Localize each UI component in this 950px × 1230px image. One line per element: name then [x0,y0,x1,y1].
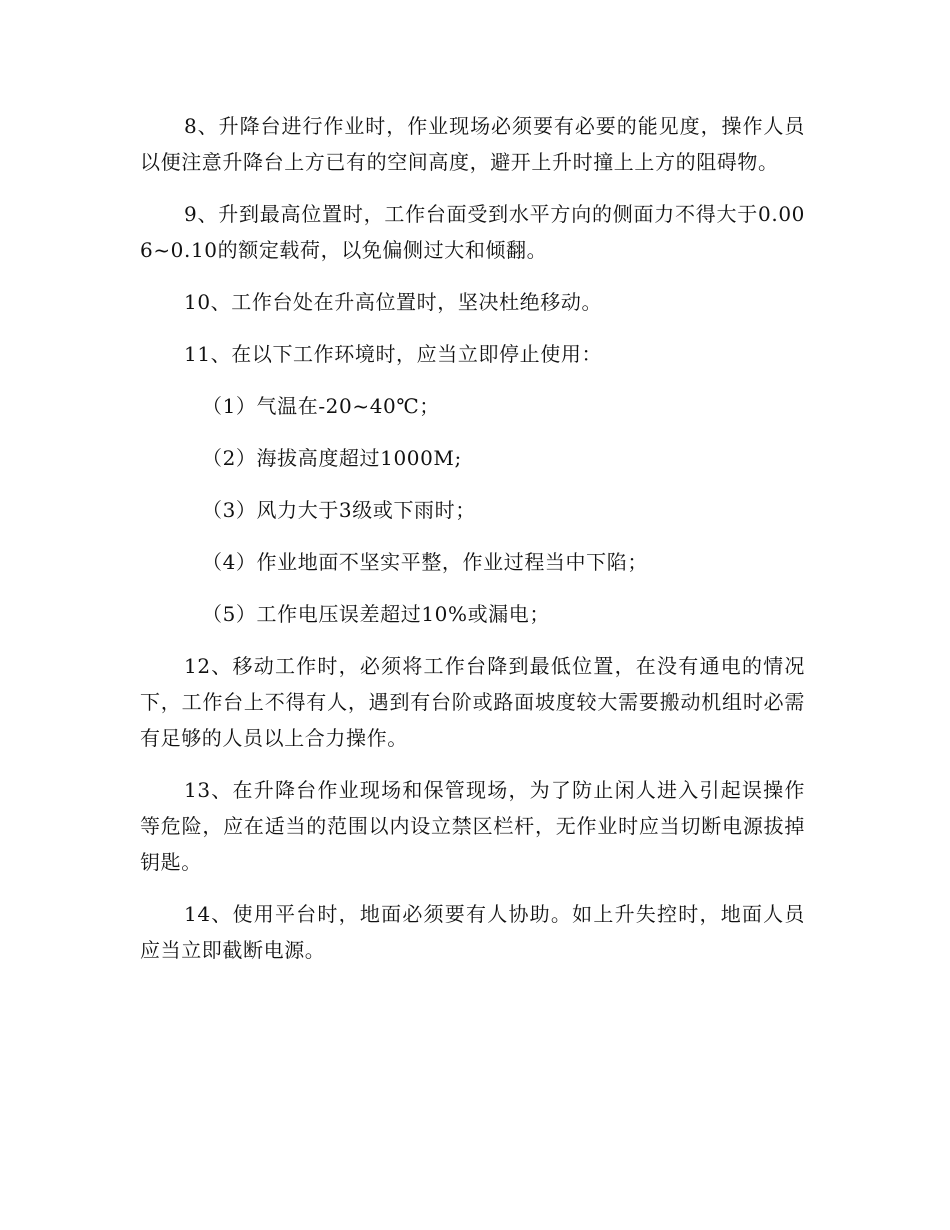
paragraph-13: 13、在升降台作业现场和保管现场，为了防止闲人进入引起误操作等危险，应在适当的范围以内设立禁区栏杆，无作业时应当切断电源拔掉钥匙。 [140,778,805,874]
paragraph-14: 14、使用平台时，地面必须要有人协助。如上升失控时，地面人员应当立即截断电源。 [140,902,805,962]
paragraph-10: 10、工作台处在升高位置时，坚决杜绝移动。 [184,290,603,314]
condition-item-2: （2）海拔高度超过1000M; [202,446,462,470]
paragraph-9: 9、升到最高位置时，工作台面受到水平方向的侧面力不得大于0.006~0.10的额定载荷，以免偏侧过大和倾翻。 [140,202,805,262]
paragraph-11: 11、在以下工作环境时，应当立即停止使用： [184,342,603,366]
condition-item-4: （4）作业地面不坚实平整，作业过程当中下陷； [202,550,648,574]
paragraph-8: 8、升降台进行作业时，作业现场必须要有必要的能见度，操作人员以便注意升降台上方已有的空间高度，避开上升时撞上上方的阻碍物。 [140,114,805,174]
condition-item-3: （3）风力大于3级或下雨时； [202,498,476,522]
paragraph-12: 12、移动工作时，必须将工作台降到最低位置，在没有通电的情况下，工作台上不得有人，遇到有台阶或路面坡度较大需要搬动机组时必需有足够的人员以上合力操作。 [140,654,805,750]
document-page [140,108,805,968]
condition-item-1: （1）气温在-20~40℃； [202,394,440,418]
condition-item-5: （5）工作电压误差超过10%或漏电； [202,602,550,626]
